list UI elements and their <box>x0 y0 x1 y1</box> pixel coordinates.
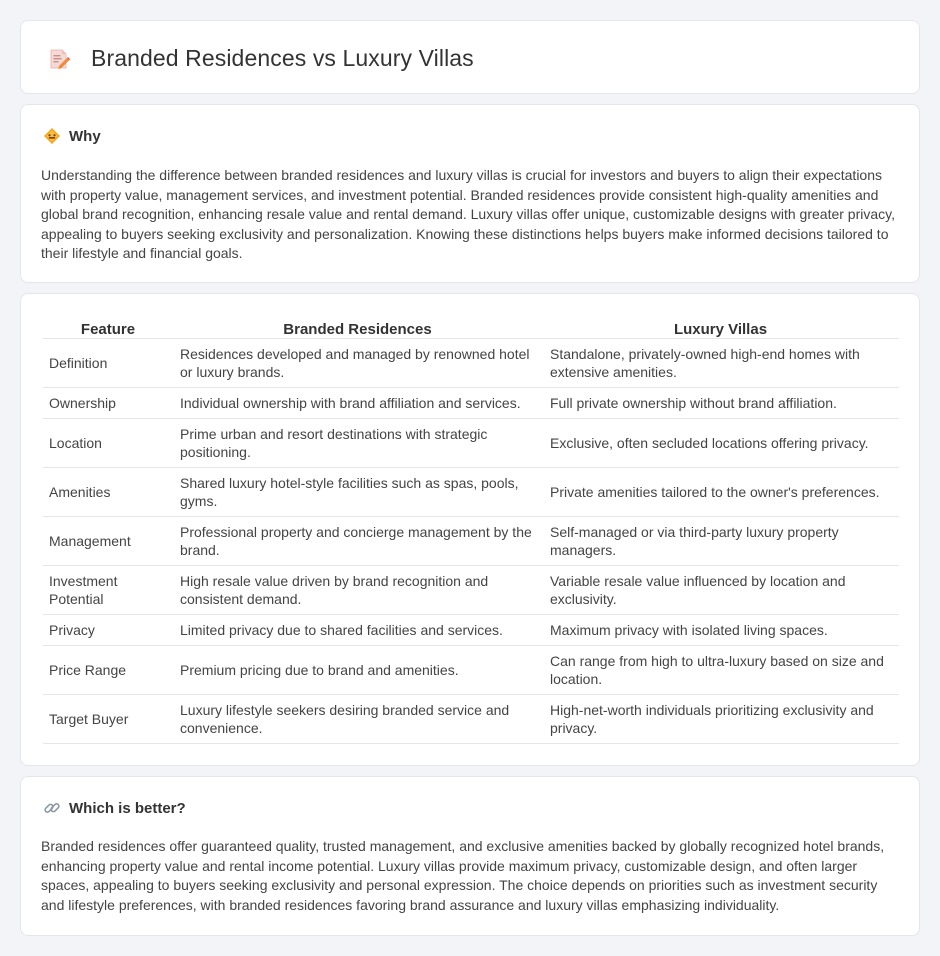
villas-cell: Exclusive, often secluded locations offering privacy. <box>542 418 899 467</box>
branded-cell: Professional property and concierge management by the brand. <box>173 516 542 565</box>
villas-cell: Self-managed or via third-party luxury property managers. <box>542 516 899 565</box>
branded-cell: Premium pricing due to brand and amenities. <box>173 645 542 694</box>
feature-cell: Privacy <box>43 614 173 645</box>
header-feature: Feature <box>43 315 173 338</box>
which-is-better-section <box>20 776 920 936</box>
table-row <box>43 645 899 694</box>
comparison-table-card <box>20 293 920 766</box>
feature-cell: Price Range <box>43 645 173 694</box>
table-row <box>43 338 899 387</box>
villas-cell: Standalone, privately-owned high-end homes with extensive amenities. <box>542 338 899 387</box>
branded-cell: Prime urban and resort destinations with strategic positioning. <box>173 418 542 467</box>
why-section <box>20 104 920 283</box>
why-heading: Why <box>69 127 101 145</box>
title-card <box>20 20 920 94</box>
branded-cell: Limited privacy due to shared facilities and services. <box>173 614 542 645</box>
page-title: Branded Residences vs Luxury Villas <box>91 45 474 71</box>
comparison-table <box>43 315 899 744</box>
villas-cell: Variable resale value influenced by location and exclusivity. <box>542 565 899 614</box>
feature-cell: Ownership <box>43 387 173 418</box>
table-row <box>43 418 899 467</box>
table-row <box>43 614 899 645</box>
document-edit-icon <box>47 47 71 71</box>
feature-cell: Investment Potential <box>43 565 173 614</box>
header-branded-residences: Branded Residences <box>173 315 542 338</box>
villas-cell: Private amenities tailored to the owner's preferences. <box>542 467 899 516</box>
feature-cell: Management <box>43 516 173 565</box>
branded-cell: Luxury lifestyle seekers desiring branded service and convenience. <box>173 694 542 743</box>
why-text: Understanding the difference between branded residences and luxury villas is crucial for investors and buyers to align their expectations with property value, management services, and investment potential. Branded residences provide consistent high-quality amenities and global brand recognition, enhancing resale value and rental demand. Luxury villas offer unique, customizable designs with greater privacy, appealing to buyers seeking exclusivity and personalization. Knowing these distinctions helps buyers make informed decisions tailored to their lifestyle and financial goals. <box>41 167 895 262</box>
which-is-better-heading: Which is better? <box>69 799 186 817</box>
diamond-sign-icon <box>43 127 61 145</box>
feature-cell: Amenities <box>43 467 173 516</box>
feature-cell: Definition <box>43 338 173 387</box>
which-is-better-text: Branded residences offer guaranteed quality, trusted management, and exclusive amenities backed by globally recognized hotel brands, enhancing property value and rental income potential. Luxury villas provide maximum privacy, customizable design, and often larger spaces, appealing to buyers seeking exclusivity and personal expression. The choice depends on priorities such as investment security and lifestyle preferences, with branded residences favoring brand assurance and luxury villas emphasizing individuality. <box>41 838 885 913</box>
branded-cell: Shared luxury hotel-style facilities such as spas, pools, gyms. <box>173 467 542 516</box>
villas-cell: Full private ownership without brand affiliation. <box>542 387 899 418</box>
villas-cell: Can range from high to ultra-luxury based on size and location. <box>542 645 899 694</box>
table-row <box>43 467 899 516</box>
feature-cell: Location <box>43 418 173 467</box>
table-row <box>43 516 899 565</box>
branded-cell: Individual ownership with brand affiliation and services. <box>173 387 542 418</box>
branded-cell: Residences developed and managed by renowned hotel or luxury brands. <box>173 338 542 387</box>
table-row <box>43 387 899 418</box>
header-luxury-villas: Luxury Villas <box>542 315 899 338</box>
table-row <box>43 694 899 743</box>
branded-cell: High resale value driven by brand recognition and consistent demand. <box>173 565 542 614</box>
table-header-row <box>43 315 899 338</box>
link-icon <box>43 799 61 817</box>
feature-cell: Target Buyer <box>43 694 173 743</box>
table-row <box>43 565 899 614</box>
villas-cell: High-net-worth individuals prioritizing exclusivity and privacy. <box>542 694 899 743</box>
villas-cell: Maximum privacy with isolated living spaces. <box>542 614 899 645</box>
